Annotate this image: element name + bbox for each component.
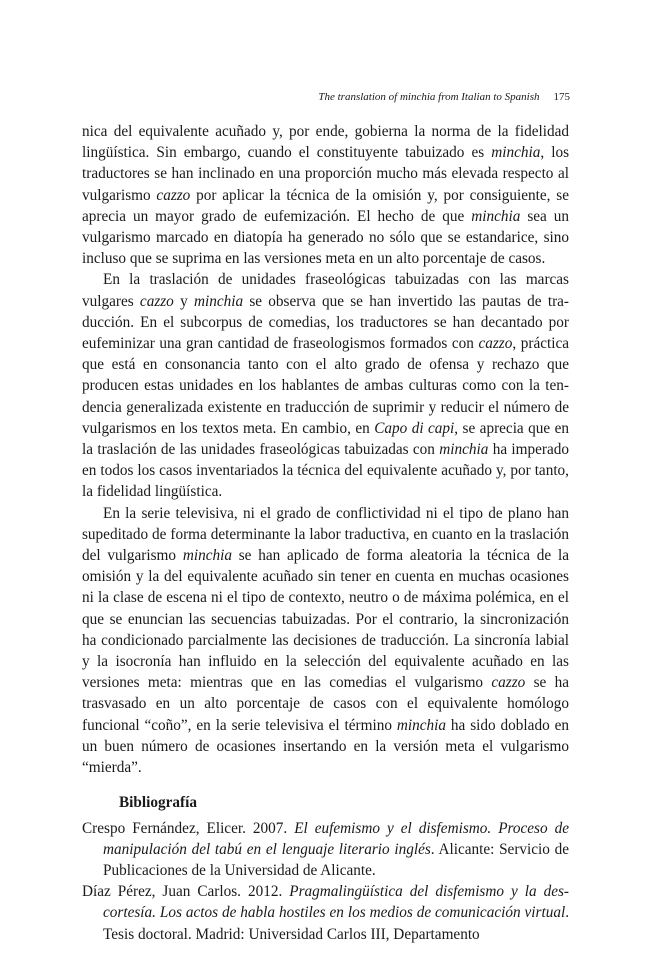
italic-text: cazzo [156,186,191,204]
text-run: y [173,292,194,310]
text-run: por aplicar la técnica de la omisión y, por consiguiente, se aprecia un mayor grado de eufemización. El hecho de que [82,186,569,225]
text-run: ha imperado en todos los casos inventariados la técnica del equivalente acuñado y, por tanto, la fidelidad lingüística. [82,441,570,501]
text-run: se ha trasvasado en un alto porcentaje de casos con el equivalente homólogo funcional “coño”, en la serie televisiva el término [82,674,569,734]
text-run: . Alicante: Servicio de Publicaciones de la Universidad de Alicante. [103,840,569,879]
body-paragraph-3 [82,503,569,779]
text-run: , se aprecia que en la traslación de las unidades fraseológicas tabuizadas con [82,419,570,459]
page-body [82,121,569,945]
italic-text: minchia [193,292,244,310]
running-header [318,90,570,104]
reference-entry [82,881,569,945]
italic-text: cazzo [491,674,526,692]
text-run: se observa que se han invertido las pautas de traducción. En el subcorpus de comedias, los traductores se han decantado por eufeminizar una gran cantidad de fraseologismos formados con [82,292,570,353]
text-run: En la serie televisiva, ni el grado de conflictividad ni el tipo de plano han supeditado de forma determinante la labor traductiva, en cuanto en la traslación del vulgarismo [82,504,569,565]
italic-text: Pragmalingüística del disfemismo y la descortesía. Los actos de habla hostiles en los medios de comunicación virtual [103,883,569,922]
body-paragraph-2 [82,269,569,502]
italic-text: Capo di capi [374,419,455,437]
italic-text: minchia [471,207,521,225]
text-run: se han aplicado de forma aleatoria la técnica de la omisión y la del equivalente acuñado sin tener en cuenta en muchas ocasiones ni la clase de escena ni el tipo de contexto, neutro o de máxima polémica, en el que se enuncian las secuencias tabuizadas. Por el contrario, la sincronización ha condicionado parcialmente las decisiones de traducción. La sincronía labial y la isocronía han influido en la selección del equivalente acuñado en las versiones meta: mientras que en las comedias el vulgarismo [82,547,569,692]
text-run: ha sido doblado en un buen número de ocasiones insertando en la versión meta el vulgarismo “mierda”. [82,716,569,777]
reference-list [82,818,569,945]
italic-text: minchia [396,716,447,734]
text-run: sea un vulgarismo marcado en diatopía ha generado no sólo que se estandarice, sino incluso que se suprima en las versiones meta en un alto porcentaje de casos. [82,207,569,268]
italic-text: cazzo [478,335,513,353]
body-paragraph-1 [82,121,569,269]
italic-text: minchia [439,441,489,459]
text-run: Crespo Fernández, Elicer. 2007. [82,819,295,837]
reference-entry [82,818,569,882]
page-number: 175 [553,91,570,103]
italic-text: minchia [491,144,541,162]
italic-text: El eufemismo y el disfemismo. Proceso de manipulación del tabú en el lenguaje literario inglés [103,819,569,858]
text-run: nica del equivalente acuñado y, por ende, gobierna la norma de la fidelidad lingüística. Sin embargo, cuando el constituyente tabuizado es [82,123,569,162]
italic-text: minchia [182,547,232,565]
running-title: The translation of minchia from Italian to Spanish [318,91,540,103]
text-run: En la traslación de unidades fraseológicas tabuizadas con las marcas vulgares [82,271,569,310]
text-run: Díaz Pérez, Juan Carlos. 2012. [82,883,290,901]
bibliography-heading: Bibliografía [119,794,197,812]
italic-text: cazzo [139,292,174,310]
text-run: , los traductores se han inclinado en una proporción mucho más elevada respecto al vulgarismo [82,144,570,204]
text-run: , práctica que está en consonancia tanto con el alto grado de ofensa y rechazo que producen estas unidades en los hablantes de ambas culturas como con la tendencia generalizada existente en traducción de suprimir y reducir el número de vulgarismos en los textos meta. En cambio, en [82,335,569,437]
text-run: . Tesis doctoral. Madrid: Universidad Carlos III, Departamento [103,904,569,943]
